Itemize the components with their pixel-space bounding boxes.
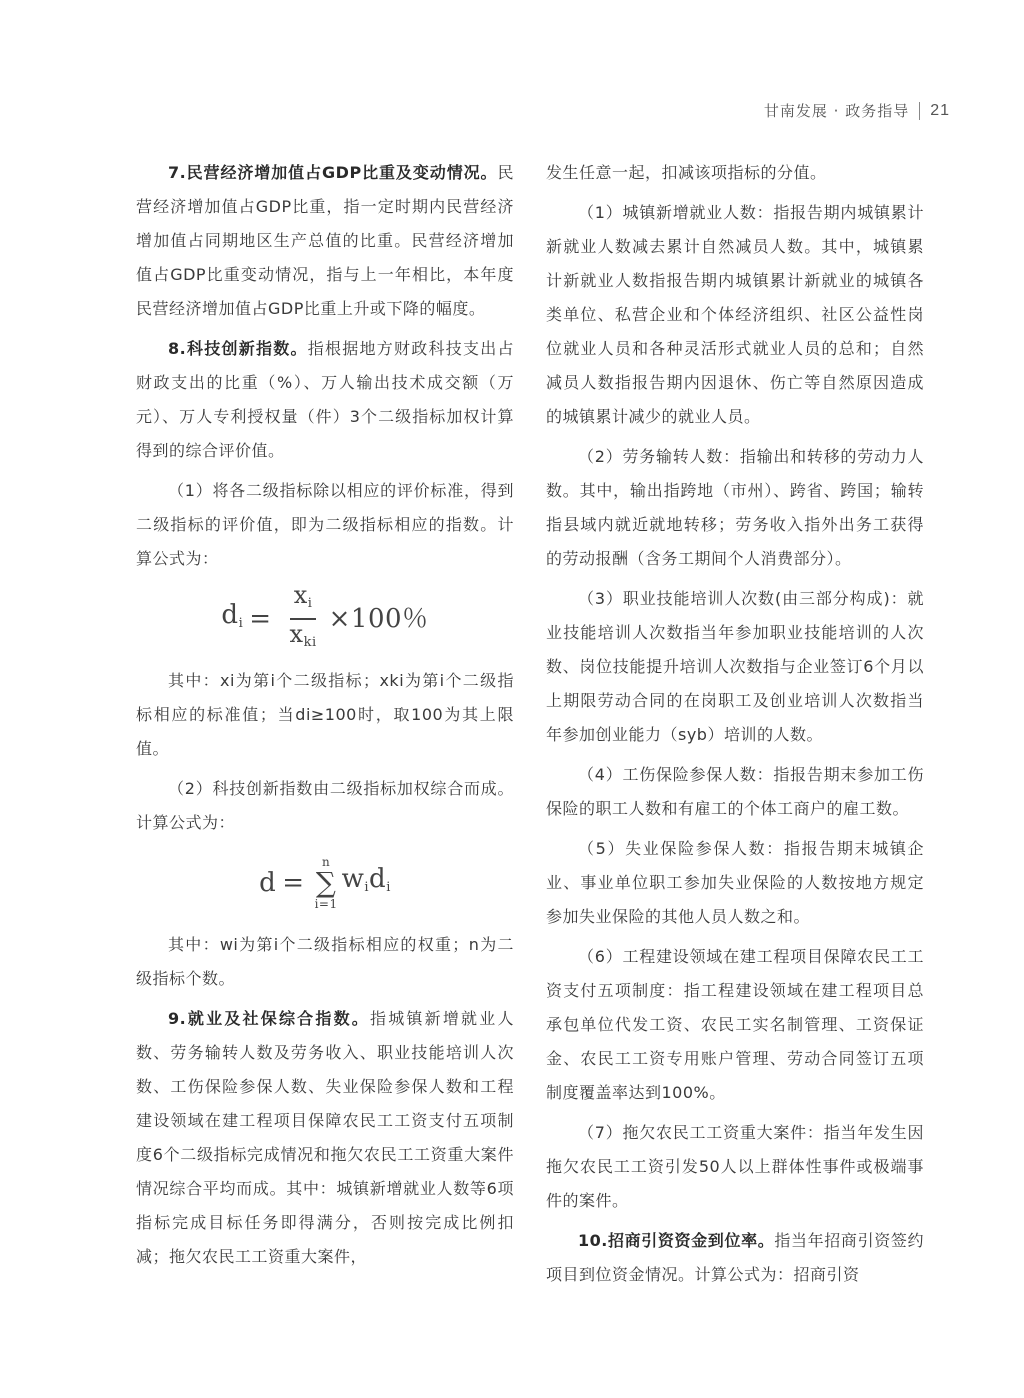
sigma-operator: n ∑ i=1 xyxy=(314,855,338,911)
fraction-denominator: $x_{ki}$ xyxy=(289,620,317,650)
item-labor-transfer: （2）劳务输转人数：指输出和转移的劳动力人数。其中，输出指跨地（市州）、跨省、跨国；输转指县域内就近就地转移；劳务收入指外出务工获得的劳动报酬（含务工期间个人消费部分）。 xyxy=(546,447,924,568)
formula2-lhs: d xyxy=(259,868,277,898)
paragraph-8-2: （2）科技创新指数由二级指标加权综合而成。计算公式为： xyxy=(136,779,514,832)
heading-9: 9.就业及社保综合指数。 xyxy=(168,1009,371,1028)
formula2-equals: = xyxy=(282,868,305,898)
formula-equals: = xyxy=(249,604,272,634)
paragraph-10 xyxy=(546,1224,924,1292)
formula2-index: $d_i$ xyxy=(369,863,391,895)
body-9: 指城镇新增就业人数、劳务输转人数及劳务收入、职业技能培训人次数、工伤保险参保人数、失业保险参保人数和工程建设领域在建工程项目保障农民工工资支付五项制度6个二级指标完成情况和拖欠农民工工资重大案件情况综合平均而成。其中：城镇新增就业人数等6项指标完成目标任务即得满分，否则按完成比例扣减；拖欠农民工工资重大案件， xyxy=(136,1009,514,1266)
page-header xyxy=(764,100,950,121)
item-unemployment-insurance: （5）失业保险参保人数：指报告期末城镇企业、事业单位职工参加失业保险的人数按地方规定参加失业保险的其他人员人数之和。 xyxy=(546,839,924,926)
formula-index-note: 其中：xi为第i个二级指标；xki为第i个二级指标相应的标准值；当di≥100时，取100为其上限值。 xyxy=(136,671,514,758)
heading-10: 10.招商引资资金到位率。 xyxy=(578,1231,775,1250)
item-wage-arrears: （7）拖欠农民工工资重大案件：指当年发生因拖欠农民工工资引发50人以上群体性事件或极端事件的案件。 xyxy=(546,1123,924,1210)
body-10: 指当年招商引资签约项目到位资金情况。计算公式为：招商引资 xyxy=(546,1231,924,1284)
journal-title: 甘南发展 · 政务指导 xyxy=(763,102,910,120)
formula-lhs: $d_i$ xyxy=(221,599,244,631)
item-skill-training: （3）职业技能培训人次数(由三部分构成)：就业技能培训人次数指当年参加职业技能培训的人次数、岗位技能提升培训人次数指与企业签订6个月以上期限劳动合同的在岗职工及创业培训人次数指当年参加创业能力（syb）培训的人数。 xyxy=(546,589,924,744)
paragraph-8 xyxy=(136,332,514,468)
item-wage-system: （6）工程建设领域在建工程项目保障农民工工资支付五项制度：指工程建设领域在建工程项目总承包单位代发工资、农民工实名制管理、工资保证金、农民工工资专用账户管理、劳动合同签订五项制度覆盖率达到100%。 xyxy=(546,947,924,1102)
formula-weighted-note: 其中：wi为第i个二级指标相应的权重；n为二级指标个数。 xyxy=(136,935,514,988)
heading-7: 7.民营经济增加值占GDP比重及变动情况。 xyxy=(168,163,498,182)
body-7: 民营经济增加值占GDP比重，指一定时期内民营经济增加值占同期地区生产总值的比重。民营经济增加值占GDP比重变动情况，指与上一年相比，本年度民营经济增加值占GDP比重上升或下降的幅度。 xyxy=(136,163,514,318)
header-divider xyxy=(919,102,920,120)
left-column xyxy=(136,156,514,1280)
right-column xyxy=(546,156,924,1298)
paragraph-9 xyxy=(136,1002,514,1274)
item-urban-employment: （1）城镇新增就业人数：指报告期内城镇累计新就业人数减去累计自然减员人数。其中，城镇累计新就业人数指报告期内城镇累计新就业的城镇各类单位、私营企业和个体经济组织、社区公益性岗位就业人员和各种灵活形式就业人员的总和；自然减员人数指报告期内因退休、伤亡等自然原因造成的城镇累计减少的就业人员。 xyxy=(546,203,924,426)
page-number: 21 xyxy=(930,101,950,119)
paragraph-8-1: （1）将各二级指标除以相应的评价标准，得到二级指标的评价值，即为二级指标相应的指数。计算公式为： xyxy=(136,481,514,568)
formula-fraction xyxy=(286,581,321,657)
body-8: 指根据地方财政科技支出占财政支出的比重（%）、万人输出技术成交额（万元）、万人专利授权量（件）3个二级指标加权计算得到的综合评价值。 xyxy=(136,339,514,460)
heading-8: 8.科技创新指数。 xyxy=(168,339,308,358)
formula-index xyxy=(136,581,514,654)
formula2-weight: $w_i$ xyxy=(341,863,370,895)
paragraph-7 xyxy=(136,156,514,326)
fraction-numerator: $x_i$ xyxy=(290,581,317,620)
item-injury-insurance: （4）工伤保险参保人数：指报告期末参加工伤保险的职工人数和有雇工的个体工商户的雇工数。 xyxy=(546,765,924,818)
formula-weighted-sum xyxy=(136,848,514,918)
formula-multiplier: ×100％ xyxy=(328,604,429,634)
paragraph-9-continued: 发生任意一起，扣减该项指标的分值。 xyxy=(546,163,827,182)
